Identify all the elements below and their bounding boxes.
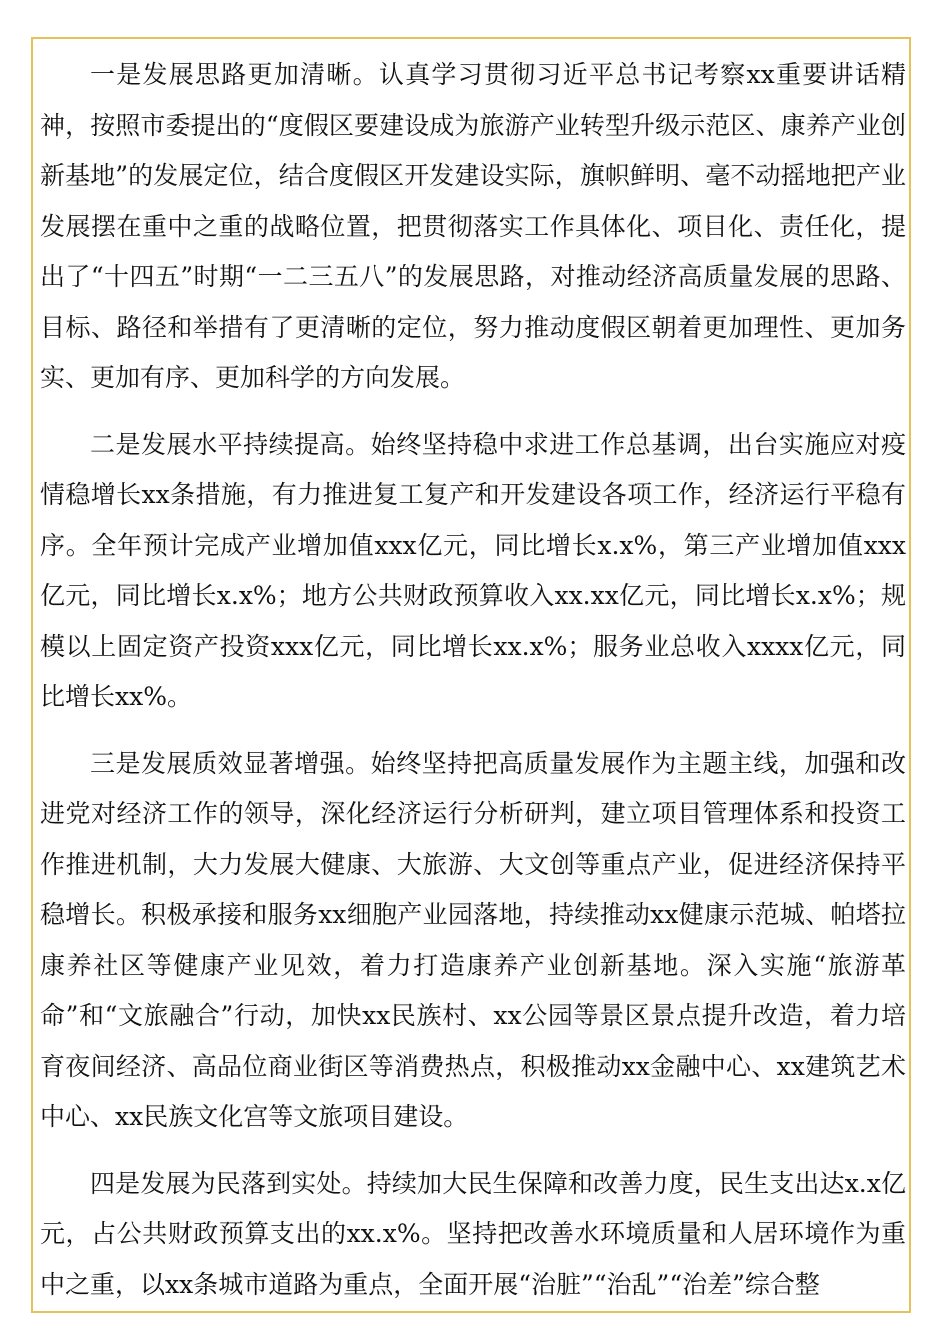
paragraph-4: 四是发展为民落到实处。持续加大民生保障和改善力度，民生支出达x.x亿元，占公共财政预算支出的xx.x%。坚持把改善水环境质量和人居环境作为重中之重，以xx条城市道路为重点，全面开展“治脏”“治乱”“治差”综合整	[40, 1168, 906, 1299]
paragraph-2: 二是发展水平持续提高。始终坚持稳中求进工作总基调，出台实施应对疫情稳增长xx条措施，有力推进复工复产和开发建设各项工作，经济运行平稳有序。全年预计完成产业增加值xxx亿元，同比增长x.x%，第三产业增加值xxx亿元，同比增长x.x%；地方公共财政预算收入xx.xx亿元，同比增长x.x%；规模以上固定资产投资xxx亿元，同比增长xx.x%；服务业总收入xxxx亿元，同比增长xx%。	[40, 429, 906, 711]
paragraph-1: 一是发展思路更加清晰。认真学习贯彻习近平总书记考察xx重要讲话精神，按照市委提出的“度假区要建设成为旅游产业转型升级示范区、康养产业创新基地”的发展定位，结合度假区开发建设实际，旗帜鲜明、毫不动摇地把产业发展摆在重中之重的战略位置，把贯彻落实工作具体化、项目化、责任化，提出了“十四五”时期“一二三五八”的发展思路，对推动经济高质量发展的思路、目标、路径和举措有了更清晰的定位，努力推动度假区朝着更加理性、更加务实、更加有序、更加科学的方向发展。	[40, 60, 906, 392]
paragraph-3: 三是发展质效显著增强。始终坚持把高质量发展作为主题主线，加强和改进党对经济工作的领导，深化经济运行分析研判，建立项目管理体系和投资工作推进机制，大力发展大健康、大旅游、大文创等重点产业，促进经济保持平稳增长。积极承接和服务xx细胞产业园落地，持续推动xx健康示范城、帕塔拉康养社区等健康产业见效，着力打造康养产业创新基地。深入实施“旅游革命”和“文旅融合”行动，加快xx民族村、xx公园等景区景点提升改造，着力培育夜间经济、高品位商业街区等消费热点，积极推动xx金融中心、xx建筑艺术中心、xx民族文化宫等文旅项目建设。	[40, 748, 906, 1131]
document-body	[40, 50, 906, 1326]
